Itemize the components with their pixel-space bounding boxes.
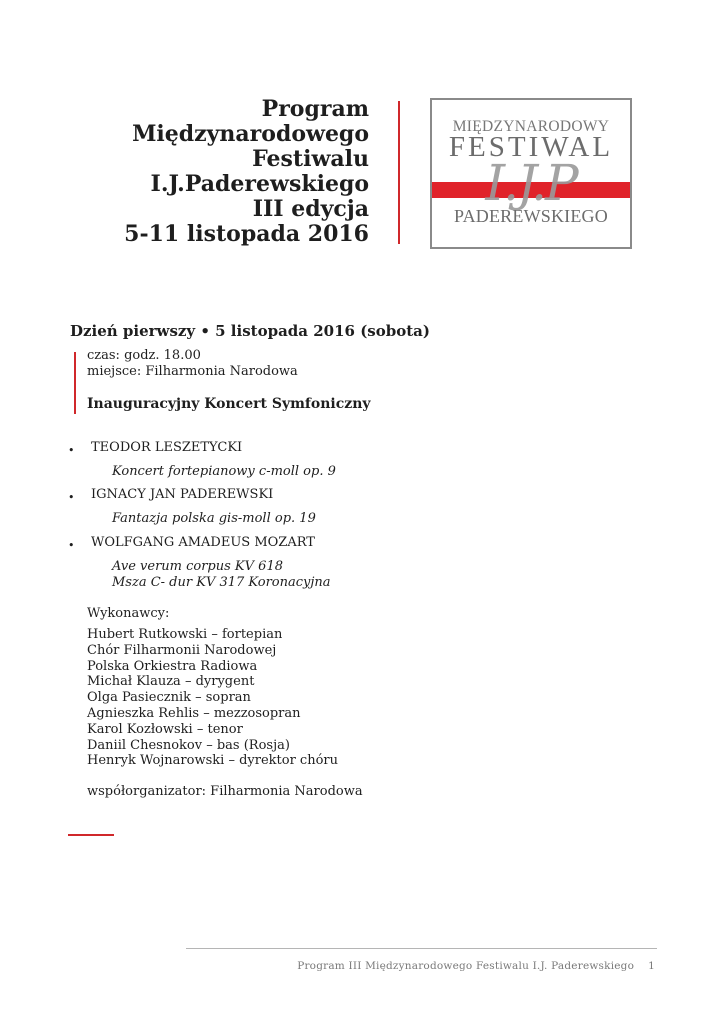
concert-title: Inauguracyjny Koncert Symfoniczny	[87, 396, 371, 412]
title-line: 5-11 listopada 2016	[124, 221, 369, 247]
title-line: Międzynarodowego	[132, 121, 369, 147]
performer-item: Polska Orkiestra Radiowa	[87, 658, 258, 674]
footer-title: Program III Międzynarodowego Festiwalu I.J. Paderewskiego	[297, 960, 635, 972]
footer-rule	[186, 948, 657, 949]
work-title: Msza C- dur KV 317 Koronacyjna	[112, 575, 331, 590]
day-divider	[74, 352, 76, 414]
performer-item: Michał Klauza – dyrygent	[87, 674, 255, 690]
bullet: •	[68, 539, 75, 552]
composer-name: TEODOR LESZETYCKI	[91, 440, 243, 455]
performers-label: Wykonawcy:	[87, 606, 170, 621]
performers-list	[87, 627, 338, 769]
composer-name: WOLFGANG AMADEUS MOZART	[91, 535, 315, 550]
title-line: III edycja	[252, 196, 369, 222]
footer	[297, 960, 655, 972]
performer-item: Chór Filharmonii Narodowej	[87, 642, 277, 658]
coorganizer: współorganizator: Filharmonia Narodowa	[87, 784, 363, 799]
event-time: czas: godz. 18.00	[87, 348, 201, 363]
festival-logo	[430, 98, 632, 249]
title-line: Program	[261, 96, 369, 122]
page-number: 1	[648, 960, 655, 972]
bullet: •	[68, 491, 75, 504]
title-line: I.J.Paderewskiego	[150, 171, 369, 197]
performer-item: Daniil Chesnokov – bas (Rosja)	[87, 737, 290, 753]
logo-text-bottom: PADEREWSKIEGO	[454, 206, 608, 226]
page-title	[124, 97, 369, 247]
performer-item: Hubert Rutkowski – fortepian	[87, 627, 283, 642]
work-title: Fantazja polska gis-moll op. 19	[112, 511, 316, 526]
performer-item: Karol Kozłowski – tenor	[87, 721, 243, 737]
composer-name: IGNACY JAN PADEREWSKI	[91, 487, 274, 502]
section-end-rule	[68, 834, 114, 836]
performer-item: Olga Pasiecznik – sopran	[87, 690, 251, 706]
logo-text-top: MIĘDZYNARODOWY	[452, 118, 610, 135]
header-divider	[398, 101, 400, 244]
logo-monogram: I.J.P	[485, 154, 577, 212]
work-title: Koncert fortepianowy c-moll op. 9	[112, 464, 336, 479]
event-place: miejsce: Filharmonia Narodowa	[87, 364, 298, 379]
bullet: •	[68, 444, 75, 457]
day-heading: Dzień pierwszy • 5 listopada 2016 (sobota)	[70, 322, 430, 340]
work-title: Ave verum corpus KV 618	[112, 559, 283, 574]
performer-item: Agnieszka Rehlis – mezzosopran	[87, 705, 301, 721]
logo-text-festiwal: FESTIWAL	[448, 131, 614, 163]
title-line: Festiwalu	[252, 146, 369, 172]
performer-item: Henryk Wojnarowski – dyrektor chóru	[87, 753, 338, 769]
